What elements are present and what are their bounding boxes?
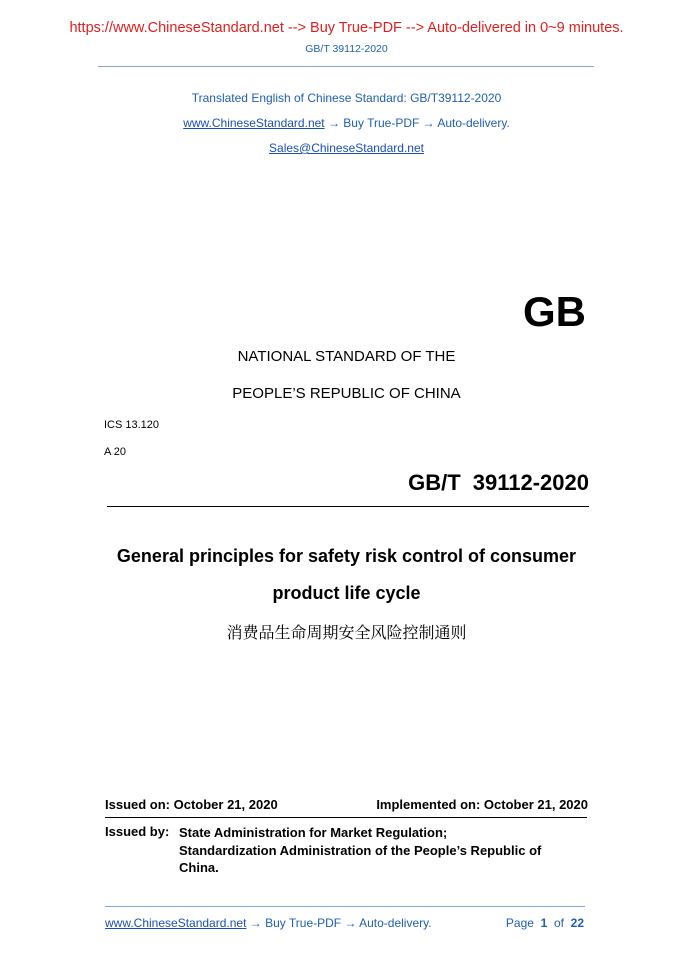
ccs-code: A 20 [104, 446, 127, 458]
page-indicator [506, 916, 584, 930]
standard-number: GB/T 39112-2020 [408, 470, 589, 495]
delivery-text: → Buy True-PDF → Auto-delivery. [324, 116, 510, 130]
doc-code-header: GB/T 39112-2020 [305, 43, 388, 55]
page-label: Page [505, 916, 534, 930]
title-line-2: product life cycle [272, 583, 421, 603]
issued-on: Issued on: October 21, 2020 [105, 797, 278, 812]
issued-by-line-1: State Administration for Market Regulation; [179, 825, 448, 840]
sales-email-link[interactable]: Sales@ChineseStandard.net [269, 141, 424, 155]
issued-by-line-3: China. [179, 860, 219, 875]
footer-divider [105, 906, 585, 907]
implemented-on: Implemented on: October 21, 2020 [376, 797, 588, 812]
prc-line: PEOPLE’S REPUBLIC OF CHINA [232, 385, 461, 402]
page-total: 22 [570, 916, 584, 930]
site-link[interactable]: www.ChineseStandard.net [183, 116, 325, 130]
page-of: of [553, 916, 564, 930]
top-banner[interactable]: https://www.ChineseStandard.net --> Buy True-PDF --> Auto-delivered in 0~9 minutes. [69, 20, 624, 36]
footer-delivery-text: → Buy True-PDF → Auto-delivery. [246, 916, 432, 930]
footer-delivery-line [105, 916, 432, 930]
header-divider [98, 66, 594, 67]
title-divider [107, 506, 589, 507]
issued-by-label: Issued by: [105, 824, 170, 839]
chinese-title: 消费品生命周期安全风险控制通则 [226, 623, 467, 642]
gb-mark: GB [523, 288, 586, 335]
issued-by-value [179, 824, 589, 877]
issue-divider [105, 817, 587, 818]
site-delivery-line [0, 116, 693, 130]
issued-by-line-2: Standardization Administration of the People’s Republic of [179, 842, 542, 858]
ics-code: ICS 13.120 [104, 419, 160, 431]
sales-line [0, 141, 693, 155]
title-line-1: General principles for safety risk control of consumer [116, 546, 577, 566]
national-standard-line: NATIONAL STANDARD OF THE [237, 348, 456, 365]
translated-line: Translated English of Chinese Standard: GB/T39112-2020 [191, 91, 502, 105]
page-current: 1 [540, 916, 548, 930]
footer-site-link[interactable]: www.ChineseStandard.net [105, 916, 247, 930]
